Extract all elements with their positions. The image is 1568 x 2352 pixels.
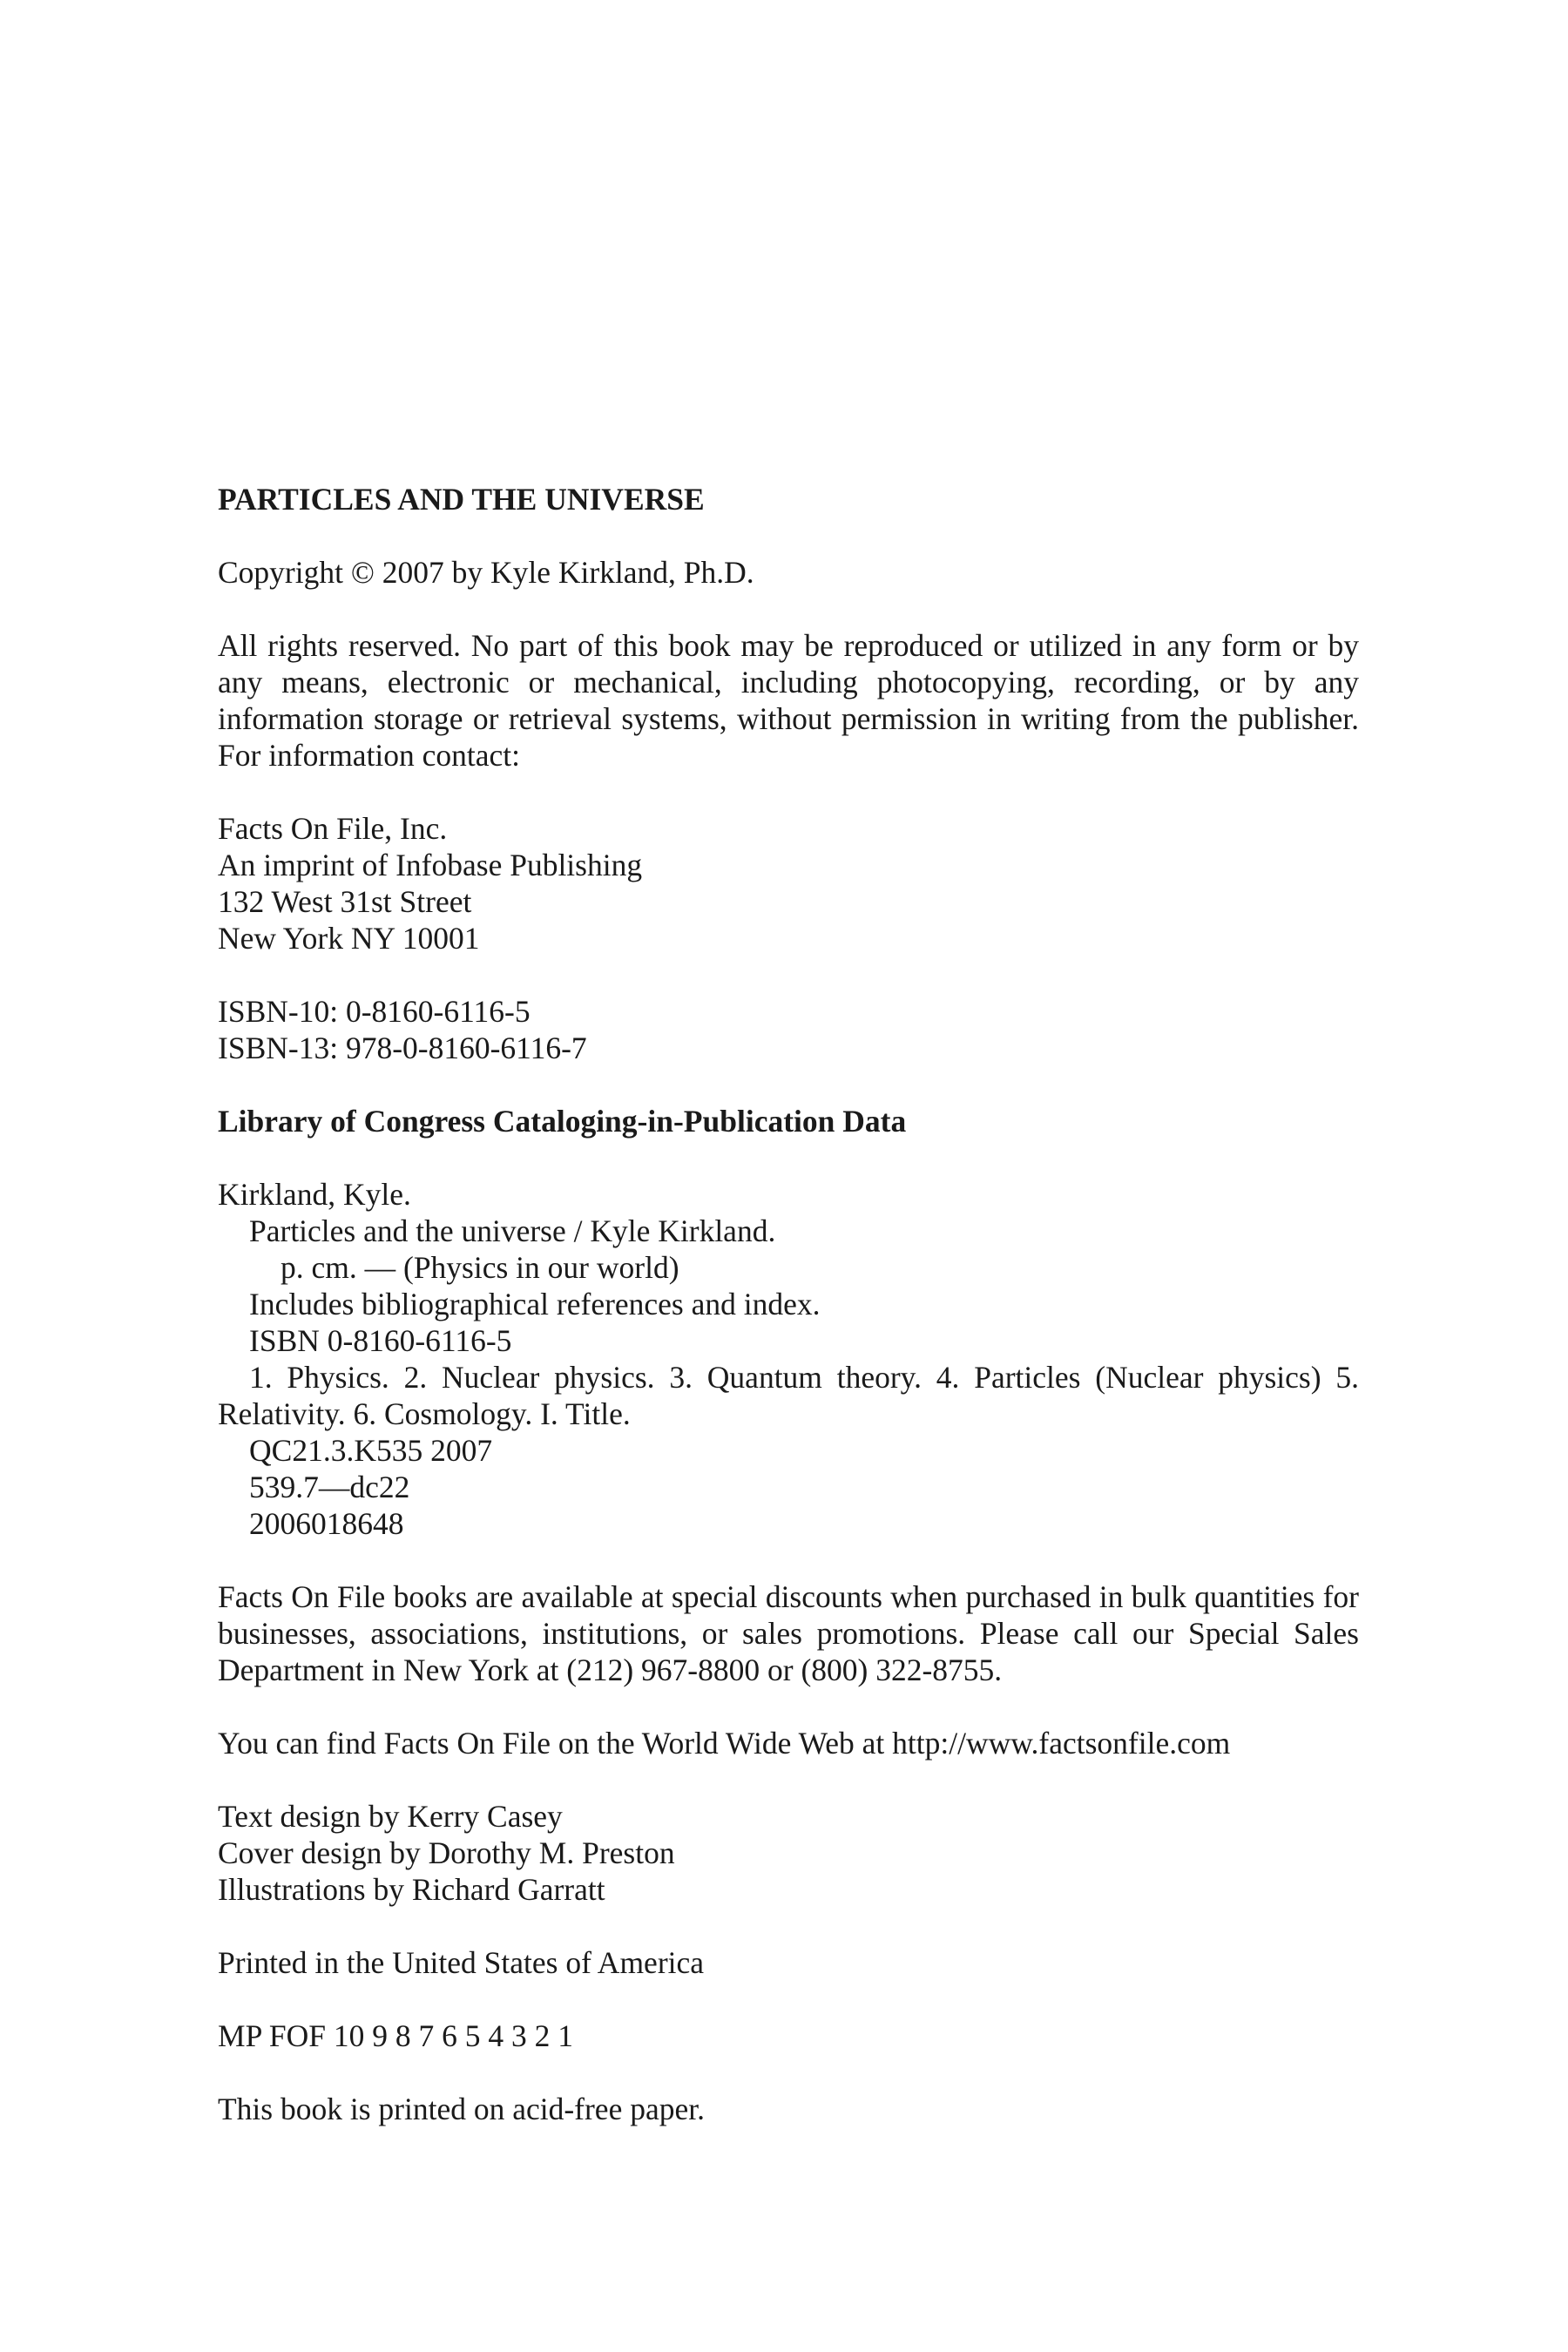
book-title: PARTICLES AND THE UNIVERSE (218, 482, 705, 517)
credit-illustrations: Illustrations by Richard Garratt (218, 1872, 605, 1907)
cip-pcm: p. cm. — (Physics in our world) (280, 1250, 679, 1285)
web-notice: You can find Facts On File on the World Wide Web at http://www.factsonfile.com (218, 1726, 1231, 1761)
publisher-imprint: An imprint of Infobase Publishing (218, 848, 643, 882)
publisher-city: New York NY 10001 (218, 921, 480, 956)
cip-title: Particles and the universe / Kyle Kirkland. (249, 1213, 776, 1248)
sales-paragraph: Facts On File books are available at special discounts when purchased in bulk quantities for businesses, associations, institutions, or sales promotions. Please call our Special Sales Department in New York at (212) 967-8800 or (800) 322-8755. (218, 1579, 1359, 1687)
paper-notice: This book is printed on acid-free paper. (218, 2092, 705, 2126)
cip-isbn: ISBN 0-8160-6116-5 (249, 1323, 512, 1358)
copyright-notice: Copyright © 2007 by Kyle Kirkland, Ph.D. (218, 555, 754, 590)
credit-text-design: Text design by Kerry Casey (218, 1799, 563, 1834)
cip-author: Kirkland, Kyle. (218, 1177, 411, 1212)
cip-dewey: 539.7—dc22 (249, 1470, 410, 1504)
print-line: MP FOF 10 9 8 7 6 5 4 3 2 1 (218, 2018, 573, 2053)
publisher-street: 132 West 31st Street (218, 884, 472, 919)
cip-includes: Includes bibliographical references and index. (249, 1287, 821, 1321)
credit-cover-design: Cover design by Dorothy M. Preston (218, 1835, 675, 1870)
cip-lccn: 2006018648 (249, 1506, 404, 1541)
copyright-page (218, 481, 1359, 2127)
printed-in: Printed in the United States of America (218, 1945, 705, 1980)
publisher-name: Facts On File, Inc. (218, 811, 448, 846)
cip-heading: Library of Congress Cataloging-in-Publication Data (218, 1104, 907, 1139)
cip-call-number: QC21.3.K535 2007 (249, 1433, 493, 1468)
cip-subjects: 1. Physics. 2. Nuclear physics. 3. Quantum theory. 4. Particles (Nuclear physics) 5. Relativity. 6. Cosmology. I. Title. (218, 1360, 1359, 1431)
isbn-13: ISBN-13: 978-0-8160-6116-7 (218, 1031, 587, 1065)
isbn-10: ISBN-10: 0-8160-6116-5 (218, 994, 531, 1029)
rights-paragraph: All rights reserved. No part of this book may be reproduced or utilized in any form or by any means, electronic or mechanical, including photocopying, recording, or by any information storage or retrieval systems, without permission in writing from the publisher. For information contact: (218, 628, 1359, 773)
